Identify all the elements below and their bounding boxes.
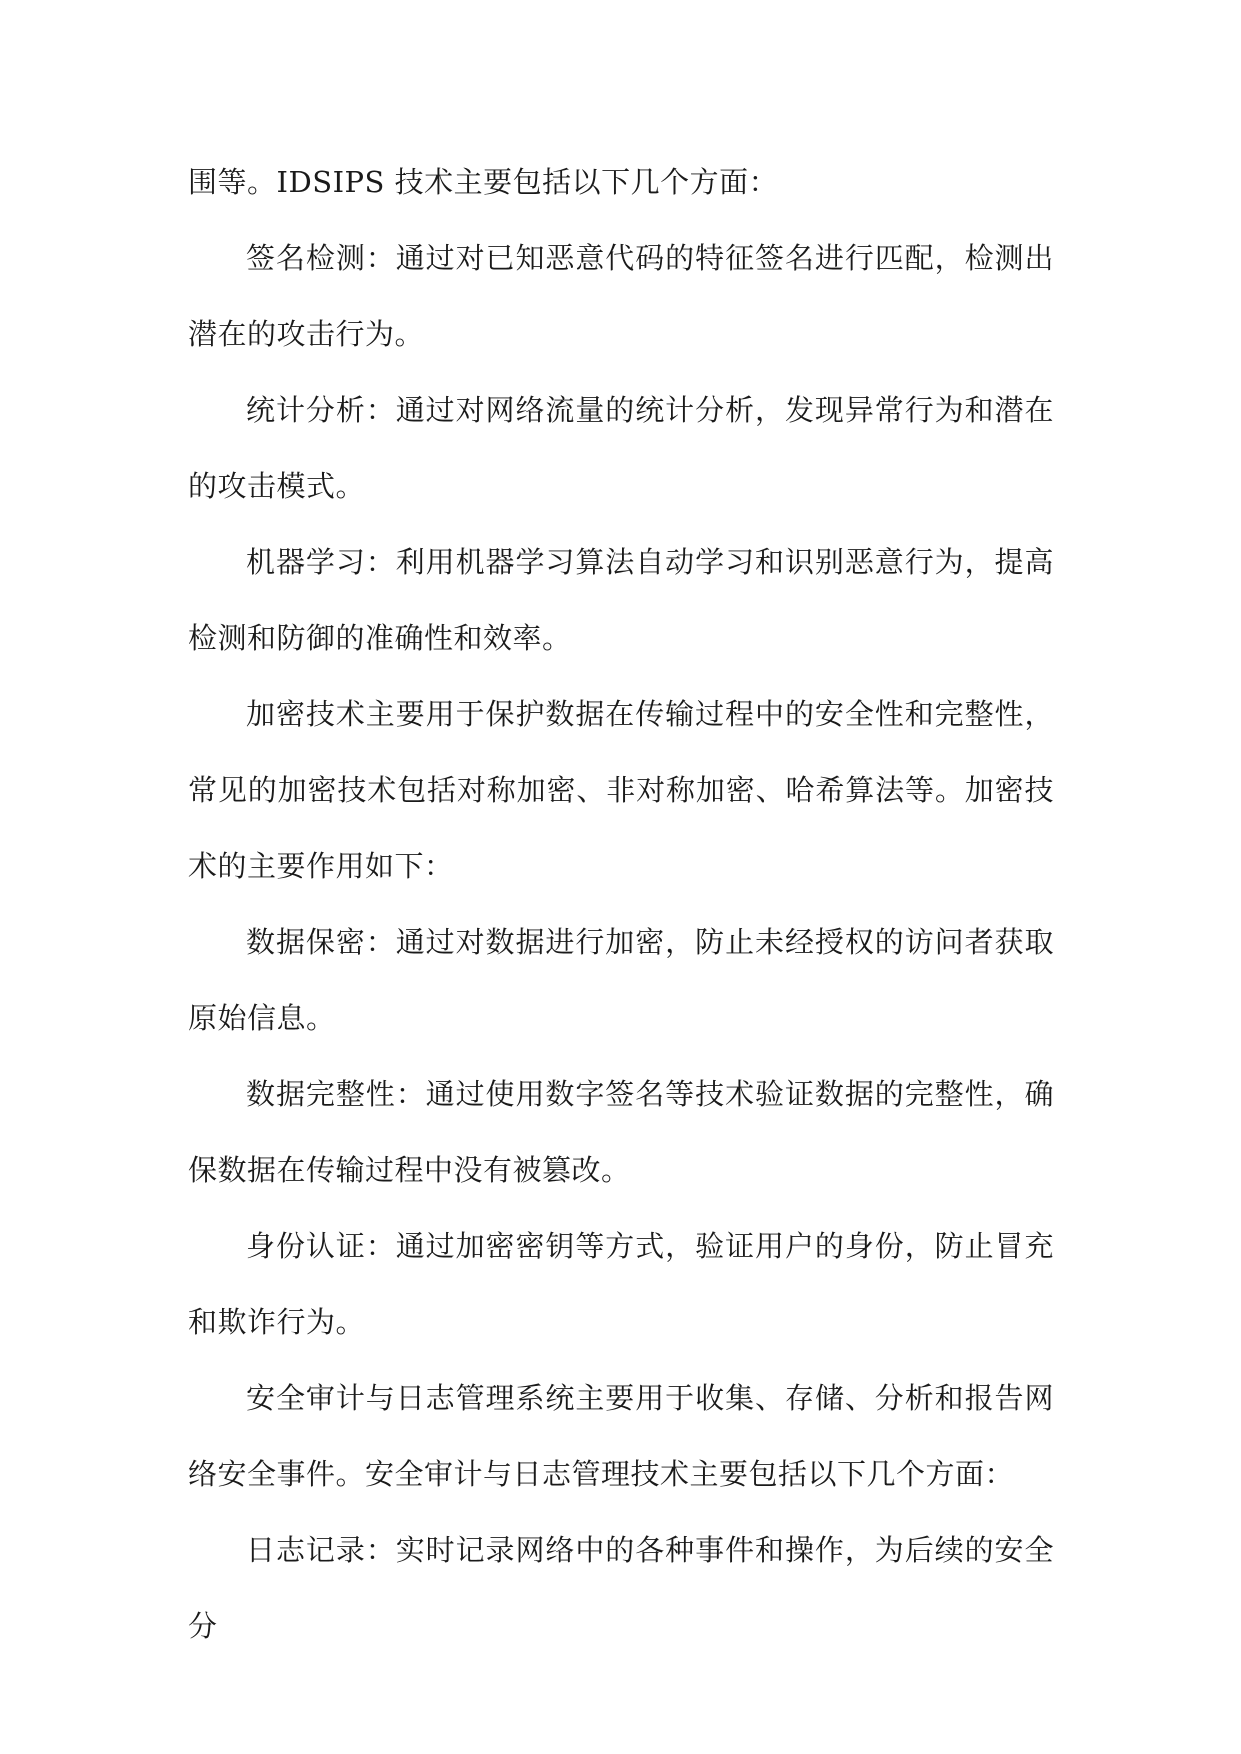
paragraph-10: 日志记录：实时记录网络中的各种事件和操作，为后续的安全分 — [188, 1533, 1054, 1643]
paragraph-5: 加密技术主要用于保护数据在传输过程中的安全性和完整性，常见的加密技术包括对称加密、非对称加密、哈希算法等。加密技术的主要作用如下： — [188, 697, 1054, 883]
paragraph-9: 安全审计与日志管理系统主要用于收集、存储、分析和报告网络安全事件。安全审计与日志管理技术主要包括以下几个方面： — [188, 1381, 1054, 1491]
paragraph-1: 围等。IDSIPS 技术主要包括以下几个方面： — [188, 165, 779, 199]
paragraph-3: 统计分析：通过对网络流量的统计分析，发现异常行为和潜在的攻击模式。 — [188, 393, 1054, 503]
paragraph-8: 身份认证：通过加密密钥等方式，验证用户的身份，防止冒充和欺诈行为。 — [188, 1229, 1054, 1339]
paragraph-6: 数据保密：通过对数据进行加密，防止未经授权的访问者获取原始信息。 — [188, 925, 1054, 1035]
paragraph-7: 数据完整性：通过使用数字签名等技术验证数据的完整性，确保数据在传输过程中没有被篡改。 — [188, 1077, 1054, 1187]
body-text — [188, 144, 1054, 1664]
paragraph-2: 签名检测：通过对已知恶意代码的特征签名进行匹配，检测出潜在的攻击行为。 — [188, 241, 1054, 351]
paragraph-4: 机器学习：利用机器学习算法自动学习和识别恶意行为，提高检测和防御的准确性和效率。 — [188, 545, 1054, 655]
